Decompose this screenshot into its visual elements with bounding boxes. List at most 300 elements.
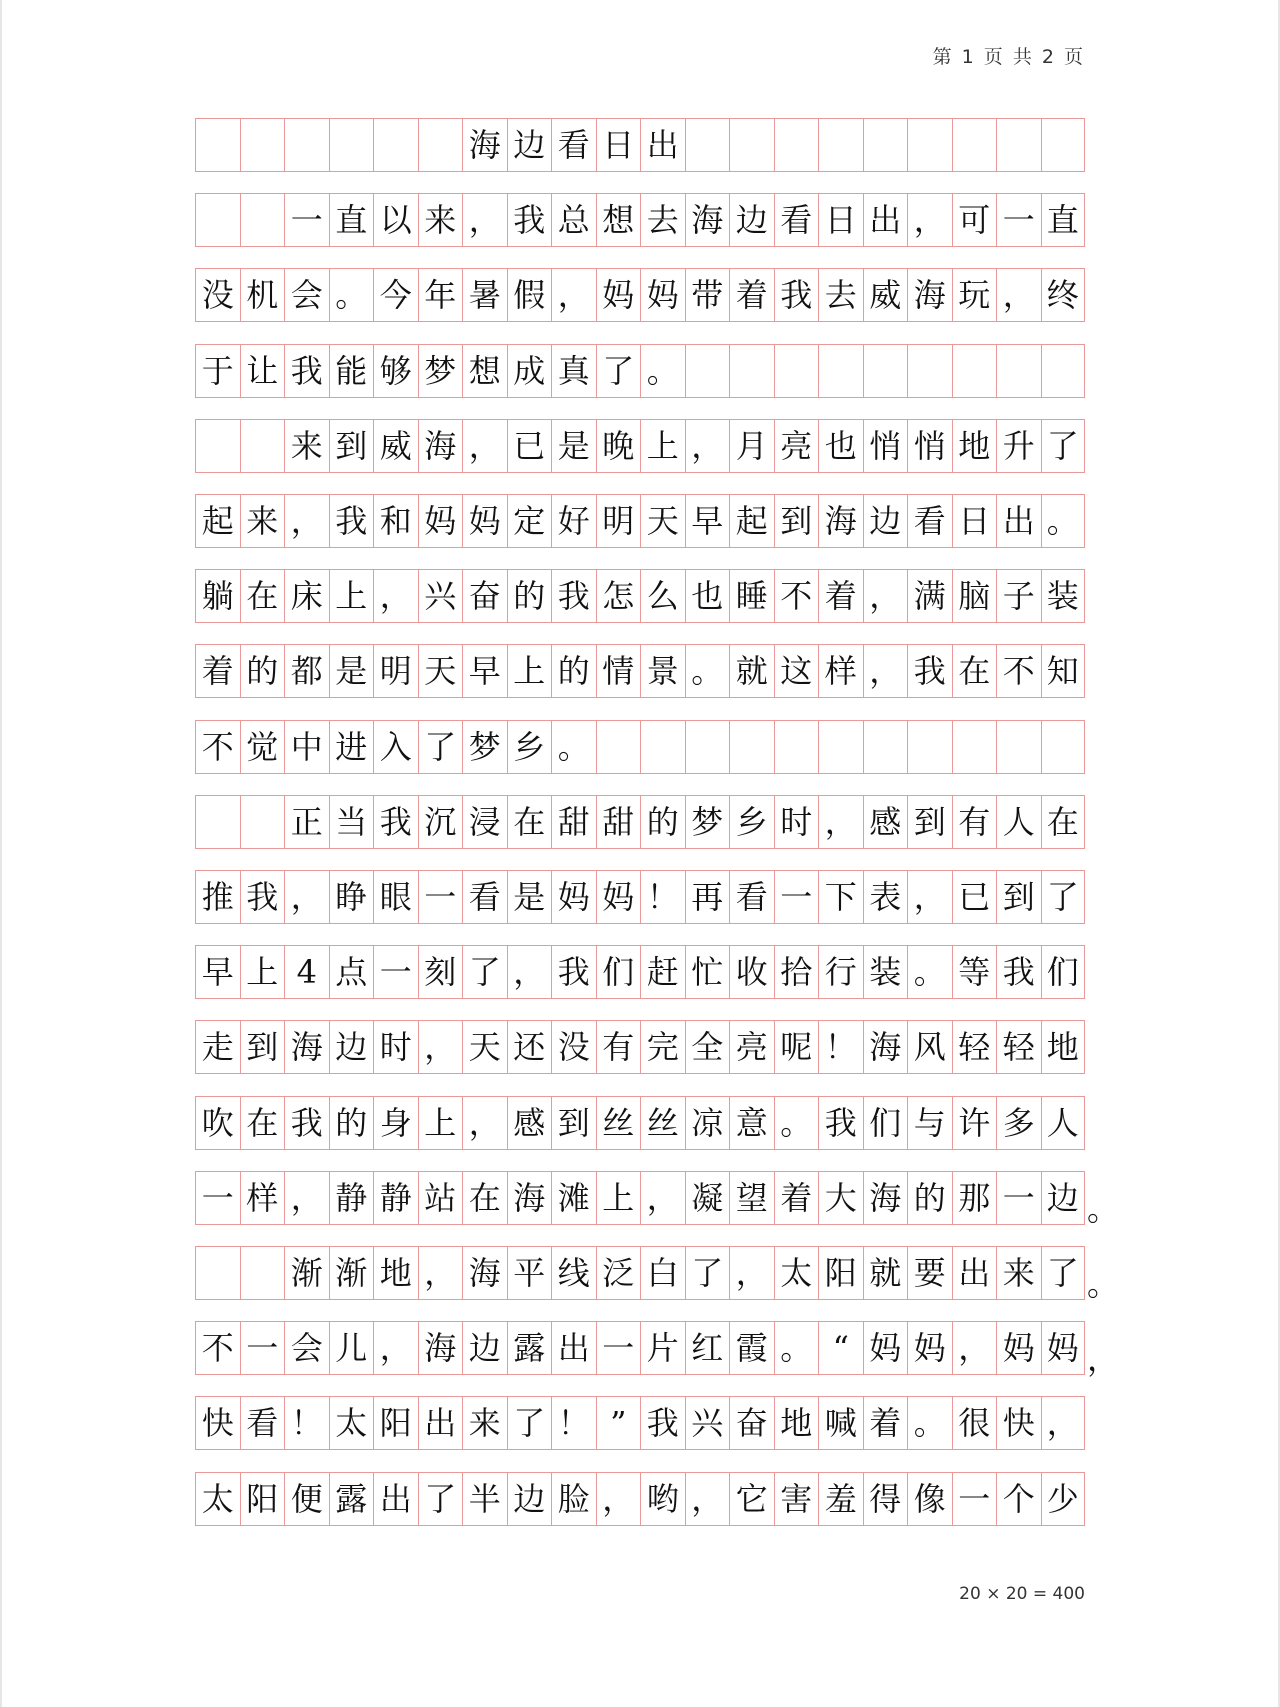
grid-cell: 时 [373,1020,418,1074]
grid-cell [195,419,240,473]
grid-cell [996,720,1041,774]
grid-row [195,494,1085,548]
grid-cell: 的 [507,569,552,623]
grid-cell: ， [418,1020,463,1074]
grid-cell [818,720,863,774]
grid-cell: 边 [1041,1171,1086,1225]
grid-cell: 海 [907,268,952,322]
page-edge-left [0,0,2,1707]
grid-cell: 景 [640,644,685,698]
grid-cell [240,419,285,473]
grid-cell: 着 [774,1171,819,1225]
grid-cell: 海 [418,1321,463,1375]
grid-cell: ， [284,1171,329,1225]
grid-cell: 起 [195,494,240,548]
grid-cell: 4 [284,945,329,999]
grid-cell: 我 [774,268,819,322]
grid-row [195,1096,1085,1150]
grid-cell: ， [907,870,952,924]
grid-cell: 兴 [685,1396,730,1450]
grid-cell: 沉 [418,795,463,849]
grid-row [195,268,1085,322]
grid-cell: ！ [284,1396,329,1450]
grid-cell: 阳 [818,1246,863,1300]
grid-cell: 风 [907,1020,952,1074]
grid-cell: 甜 [551,795,596,849]
grid-cell: 有 [596,1020,641,1074]
grid-cell: 身 [373,1096,418,1150]
grid-cell: 天 [640,494,685,548]
grid-cell: 感 [507,1096,552,1150]
grid-cell [195,795,240,849]
grid-cell: 好 [551,494,596,548]
grid-cell: 能 [329,344,374,398]
grid-row [195,644,1085,698]
grid-cell [685,720,730,774]
grid-cell: 感 [863,795,908,849]
grid-cell: 进 [329,720,374,774]
grid-cell: 威 [863,268,908,322]
grid-cell: 我 [507,193,552,247]
grid-cell: 妈 [596,870,641,924]
grid-cell: 去 [640,193,685,247]
grid-cell: 喊 [818,1396,863,1450]
overflow-punctuation: 。 [1087,1189,1120,1228]
grid-cell: 日 [952,494,997,548]
grid-cell: 的 [907,1171,952,1225]
grid-row [195,1396,1085,1450]
grid-cell: 海 [418,419,463,473]
grid-cell: 着 [195,644,240,698]
grid-cell: 渐 [329,1246,374,1300]
grid-cell: 了 [418,720,463,774]
grid-cell: ， [640,1171,685,1225]
grid-row [195,1020,1085,1074]
grid-cell: 假 [507,268,552,322]
grid-cell: 让 [240,344,285,398]
grid-cell: 奋 [729,1396,774,1450]
grid-cell: 也 [685,569,730,623]
grid-cell: 海 [462,118,507,172]
grid-cell: 的 [640,795,685,849]
grid-cell [907,344,952,398]
grid-cell: 一 [284,193,329,247]
grid-cell: 样 [818,644,863,698]
grid-cell [774,720,819,774]
grid-cell: 这 [774,644,819,698]
grid-cell: ， [818,795,863,849]
grid-cell: 定 [507,494,552,548]
grid-cell: 悄 [907,419,952,473]
grid-cell: 地 [1041,1020,1086,1074]
grid-cell: 日 [596,118,641,172]
grid-cell: 时 [774,795,819,849]
grid-cell [240,193,285,247]
grid-cell [774,344,819,398]
grid-cell: 。 [329,268,374,322]
grid-cell: 来 [240,494,285,548]
grid-cell: 。 [774,1321,819,1375]
grid-cell: 脑 [952,569,997,623]
grid-cell: 总 [551,193,596,247]
grid-cell: 红 [685,1321,730,1375]
grid-cell: ， [596,1472,641,1526]
grid-cell: 早 [685,494,730,548]
grid-cell: 了 [1041,419,1086,473]
grid-cell [1041,118,1086,172]
grid-cell: 便 [284,1472,329,1526]
grid-cell: 一 [195,1171,240,1225]
grid-cell: 们 [863,1096,908,1150]
grid-cell: 一 [996,1171,1041,1225]
grid-cell: 半 [462,1472,507,1526]
grid-cell: 看 [240,1396,285,1450]
grid-cell: 成 [507,344,552,398]
grid-cell: 早 [195,945,240,999]
grid-cell: 露 [329,1472,374,1526]
grid-cell: 许 [952,1096,997,1150]
grid-row [195,118,1085,172]
grid-cell: 看 [462,870,507,924]
grid-cell: 奋 [462,569,507,623]
grid-cell [729,118,774,172]
grid-cell: 明 [596,494,641,548]
grid-cell: ， [1041,1396,1086,1450]
grid-cell: 到 [907,795,952,849]
grid-cell: 。 [1041,494,1086,548]
grid-cell: ， [685,419,730,473]
grid-cell: 望 [729,1171,774,1225]
grid-cell: 表 [863,870,908,924]
grid-cell: 泛 [596,1246,641,1300]
grid-cell: 会 [284,1321,329,1375]
grid-cell [818,344,863,398]
grid-cell: 到 [329,419,374,473]
grid-cell: 海 [863,1171,908,1225]
grid-cell: 很 [952,1396,997,1450]
grid-cell: 觉 [240,720,285,774]
grid-cell: 静 [329,1171,374,1225]
grid-cell: 已 [507,419,552,473]
grid-row [195,193,1085,247]
grid-cell: 走 [195,1020,240,1074]
grid-cell: 推 [195,870,240,924]
grid-cell: 妈 [596,268,641,322]
grid-cell: 到 [996,870,1041,924]
grid-cell: 一 [418,870,463,924]
grid-cell: 们 [596,945,641,999]
grid-cell: 轻 [996,1020,1041,1074]
grid-cell: 不 [774,569,819,623]
grid-cell: 来 [996,1246,1041,1300]
grid-cell: 装 [1041,569,1086,623]
grid-cell: 我 [240,870,285,924]
grid-cell: 起 [729,494,774,548]
grid-cell: 人 [996,795,1041,849]
grid-cell: 都 [284,644,329,698]
grid-cell: 装 [863,945,908,999]
grid-cell: ！ [818,1020,863,1074]
grid-cell: 线 [551,1246,596,1300]
grid-cell: 看 [774,193,819,247]
grid-cell: 我 [551,569,596,623]
grid-cell: 我 [640,1396,685,1450]
grid-cell: 那 [952,1171,997,1225]
grid-cell: 刻 [418,945,463,999]
grid-cell: 到 [774,494,819,548]
grid-cell: 出 [640,118,685,172]
grid-cell: 静 [373,1171,418,1225]
grid-cell: 么 [640,569,685,623]
grid-cell: 我 [284,1096,329,1150]
grid-cell: 直 [1041,193,1086,247]
grid-cell: 着 [729,268,774,322]
grid-cell [329,118,374,172]
grid-cell: 于 [195,344,240,398]
grid-cell: 脸 [551,1472,596,1526]
grid-cell [640,720,685,774]
grid-cell: 是 [507,870,552,924]
grid-cell: 就 [863,1246,908,1300]
grid-cell: 与 [907,1096,952,1150]
grid-cell: 浸 [462,795,507,849]
grid-cell: 怎 [596,569,641,623]
grid-cell: ， [996,268,1041,322]
grid-cell: 丝 [596,1096,641,1150]
grid-cell: 看 [729,870,774,924]
grid-cell: 我 [373,795,418,849]
grid-cell: 海 [462,1246,507,1300]
grid-cell: 阳 [240,1472,285,1526]
grid-cell: 看 [907,494,952,548]
grid-cell: 看 [551,118,596,172]
grid-cell: 边 [462,1321,507,1375]
grid-cell: 等 [952,945,997,999]
grid-cell: 一 [596,1321,641,1375]
manuscript-grid [195,118,1120,1548]
grid-cell: 真 [551,344,596,398]
grid-cell: 要 [907,1246,952,1300]
grid-cell: 够 [373,344,418,398]
grid-cell: 直 [329,193,374,247]
grid-cell: 满 [907,569,952,623]
grid-cell [818,118,863,172]
grid-cell: 上 [596,1171,641,1225]
grid-cell: 出 [863,193,908,247]
grid-cell: 下 [818,870,863,924]
grid-cell: 躺 [195,569,240,623]
grid-cell: 乡 [507,720,552,774]
grid-cell: 上 [418,1096,463,1150]
grid-cell: 乡 [729,795,774,849]
grid-cell: 一 [240,1321,285,1375]
grid-cell: 出 [551,1321,596,1375]
grid-cell: 凝 [685,1171,730,1225]
grid-cell: 海 [685,193,730,247]
grid-cell: ！ [640,870,685,924]
grid-cell [240,1246,285,1300]
grid-cell: 哟 [640,1472,685,1526]
grid-cell: 样 [240,1171,285,1225]
grid-cell: 了 [418,1472,463,1526]
grid-cell: “ [818,1321,863,1375]
grid-cell: 妈 [418,494,463,548]
grid-cell: 得 [863,1472,908,1526]
grid-cell: 出 [952,1246,997,1300]
grid-cell: 拾 [774,945,819,999]
grid-cell: ， [907,193,952,247]
grid-cell: 带 [685,268,730,322]
grid-cell [373,118,418,172]
grid-cell: 甜 [596,795,641,849]
grid-cell: 子 [996,569,1041,623]
grid-cell: 平 [507,1246,552,1300]
grid-cell: 入 [373,720,418,774]
grid-cell [195,118,240,172]
grid-size-label: 20 × 20 = 400 [959,1584,1085,1604]
grid-cell: 有 [952,795,997,849]
grid-cell: 来 [418,193,463,247]
grid-cell: 正 [284,795,329,849]
grid-cell: 还 [507,1020,552,1074]
grid-cell: 一 [774,870,819,924]
grid-cell [284,118,329,172]
grid-cell: 海 [284,1020,329,1074]
grid-cell: 像 [907,1472,952,1526]
grid-cell: 出 [996,494,1041,548]
grid-cell: 升 [996,419,1041,473]
grid-cell: 收 [729,945,774,999]
grid-cell: 玩 [952,268,997,322]
grid-cell: ， [863,569,908,623]
grid-cell [952,118,997,172]
grid-cell: 妈 [462,494,507,548]
grid-cell: 吹 [195,1096,240,1150]
grid-cell: 天 [418,644,463,698]
grid-cell: 眼 [373,870,418,924]
grid-row [195,1321,1120,1379]
grid-cell: 日 [818,193,863,247]
grid-cell: 一 [952,1472,997,1526]
grid-cell: 亮 [774,419,819,473]
grid-cell: 了 [507,1396,552,1450]
grid-cell: 在 [240,569,285,623]
grid-cell: 了 [1041,1246,1086,1300]
grid-cell: 再 [685,870,730,924]
grid-cell: 是 [329,644,374,698]
grid-cell: 太 [329,1396,374,1450]
grid-row [195,569,1085,623]
grid-cell: ， [551,268,596,322]
grid-cell: 晚 [596,419,641,473]
grid-cell: 儿 [329,1321,374,1375]
grid-cell: 地 [373,1246,418,1300]
grid-row [195,1171,1120,1228]
grid-cell [240,795,285,849]
grid-cell: 在 [240,1096,285,1150]
grid-cell: 已 [952,870,997,924]
grid-cell: 兴 [418,569,463,623]
grid-cell: 阳 [373,1396,418,1450]
grid-cell: ， [685,1472,730,1526]
grid-cell: 们 [1041,945,1086,999]
grid-cell: 海 [818,494,863,548]
grid-cell: ， [373,1321,418,1375]
grid-cell: 我 [551,945,596,999]
grid-cell: 一 [373,945,418,999]
grid-cell: 威 [373,419,418,473]
grid-cell: 床 [284,569,329,623]
grid-cell: 梦 [462,720,507,774]
grid-cell: 我 [907,644,952,698]
grid-row [195,795,1085,849]
grid-cell: 渐 [284,1246,329,1300]
grid-row [195,870,1085,924]
grid-cell: 羞 [818,1472,863,1526]
grid-cell [996,118,1041,172]
grid-cell: 赶 [640,945,685,999]
grid-cell: 的 [551,644,596,698]
grid-cell: 在 [507,795,552,849]
grid-cell: 露 [507,1321,552,1375]
grid-cell: 来 [284,419,329,473]
grid-row [195,1472,1085,1526]
grid-cell: 多 [996,1096,1041,1150]
grid-cell: 。 [685,644,730,698]
grid-cell: 明 [373,644,418,698]
grid-cell: 不 [195,720,240,774]
grid-cell: 上 [329,569,374,623]
grid-cell: 不 [195,1321,240,1375]
grid-cell: 是 [551,419,596,473]
grid-cell: 年 [418,268,463,322]
grid-cell: 呢 [774,1020,819,1074]
grid-cell: ” [596,1396,641,1450]
grid-cell [863,344,908,398]
grid-cell [907,720,952,774]
grid-cell: 了 [685,1246,730,1300]
grid-cell: 我 [284,344,329,398]
grid-cell: 在 [952,644,997,698]
grid-row [195,720,1085,774]
grid-cell: 来 [462,1396,507,1450]
grid-cell: 月 [729,419,774,473]
grid-cell: 全 [685,1020,730,1074]
grid-cell: 想 [462,344,507,398]
grid-cell: 也 [818,419,863,473]
grid-cell: 人 [1041,1096,1086,1150]
grid-cell: 今 [373,268,418,322]
grid-cell: 害 [774,1472,819,1526]
grid-cell: 没 [195,268,240,322]
grid-cell: 妈 [863,1321,908,1375]
grid-cell [863,118,908,172]
grid-cell: 的 [240,644,285,698]
grid-cell: 大 [818,1171,863,1225]
grid-cell: 梦 [418,344,463,398]
grid-cell: 了 [1041,870,1086,924]
grid-cell: 地 [774,1396,819,1450]
grid-cell [685,344,730,398]
grid-cell: 地 [952,419,997,473]
grid-cell: 了 [462,945,507,999]
grid-cell: 了 [596,344,641,398]
grid-cell: 会 [284,268,329,322]
grid-row [195,344,1085,398]
grid-cell: 妈 [907,1321,952,1375]
grid-cell: 妈 [551,870,596,924]
grid-cell: 就 [729,644,774,698]
